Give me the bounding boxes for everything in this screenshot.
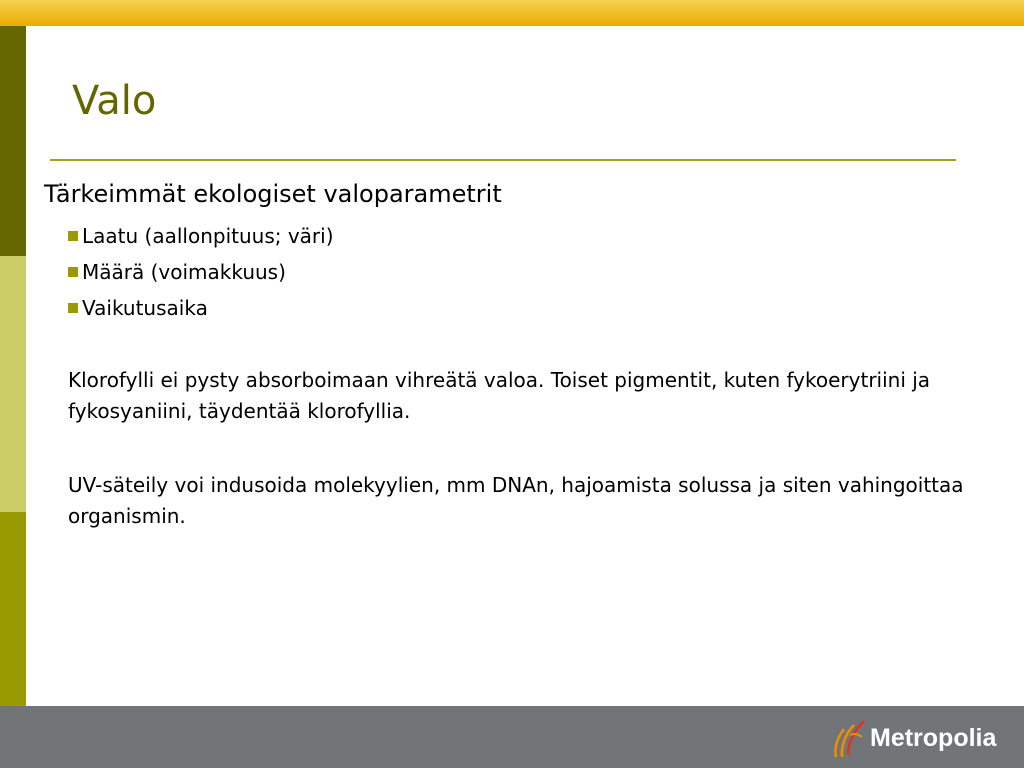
side-bar-mid [0, 512, 26, 706]
slide-title: Valo [72, 78, 157, 124]
side-bar-light [0, 256, 26, 512]
slide-heading: Tärkeimmät ekologiset valoparametrit [44, 180, 502, 208]
square-bullet-icon [68, 267, 78, 277]
bullet-text: Määrä (voimakkuus) [82, 260, 286, 284]
metropolia-logo [830, 716, 1015, 760]
top-accent-bar [0, 0, 1024, 26]
paragraph-uv: UV-säteily voi indusoida molekyylien, mm DNAn, hajoamista solussa ja siten vahingoittaa organismin. [68, 473, 964, 528]
bullet-item [68, 218, 334, 254]
title-divider [50, 159, 956, 161]
square-bullet-icon [68, 303, 78, 313]
bullet-item [68, 290, 334, 326]
metropolia-flame-icon [830, 717, 868, 759]
square-bullet-icon [68, 231, 78, 241]
bullet-item [68, 254, 334, 290]
side-bar-dark [0, 26, 26, 256]
paragraph-chlorophyll: Klorofylli ei pysty absorboimaan vihreätä valoa. Toiset pigmentit, kuten fykoerytriini ja fykosyaniini, täydentää klorofyllia. [68, 368, 931, 423]
bullet-list [68, 218, 334, 326]
bullet-text: Vaikutusaika [82, 296, 208, 320]
bullet-text: Laatu (aallonpituus; väri) [82, 224, 334, 248]
logo-text: Metropolia [870, 723, 997, 752]
